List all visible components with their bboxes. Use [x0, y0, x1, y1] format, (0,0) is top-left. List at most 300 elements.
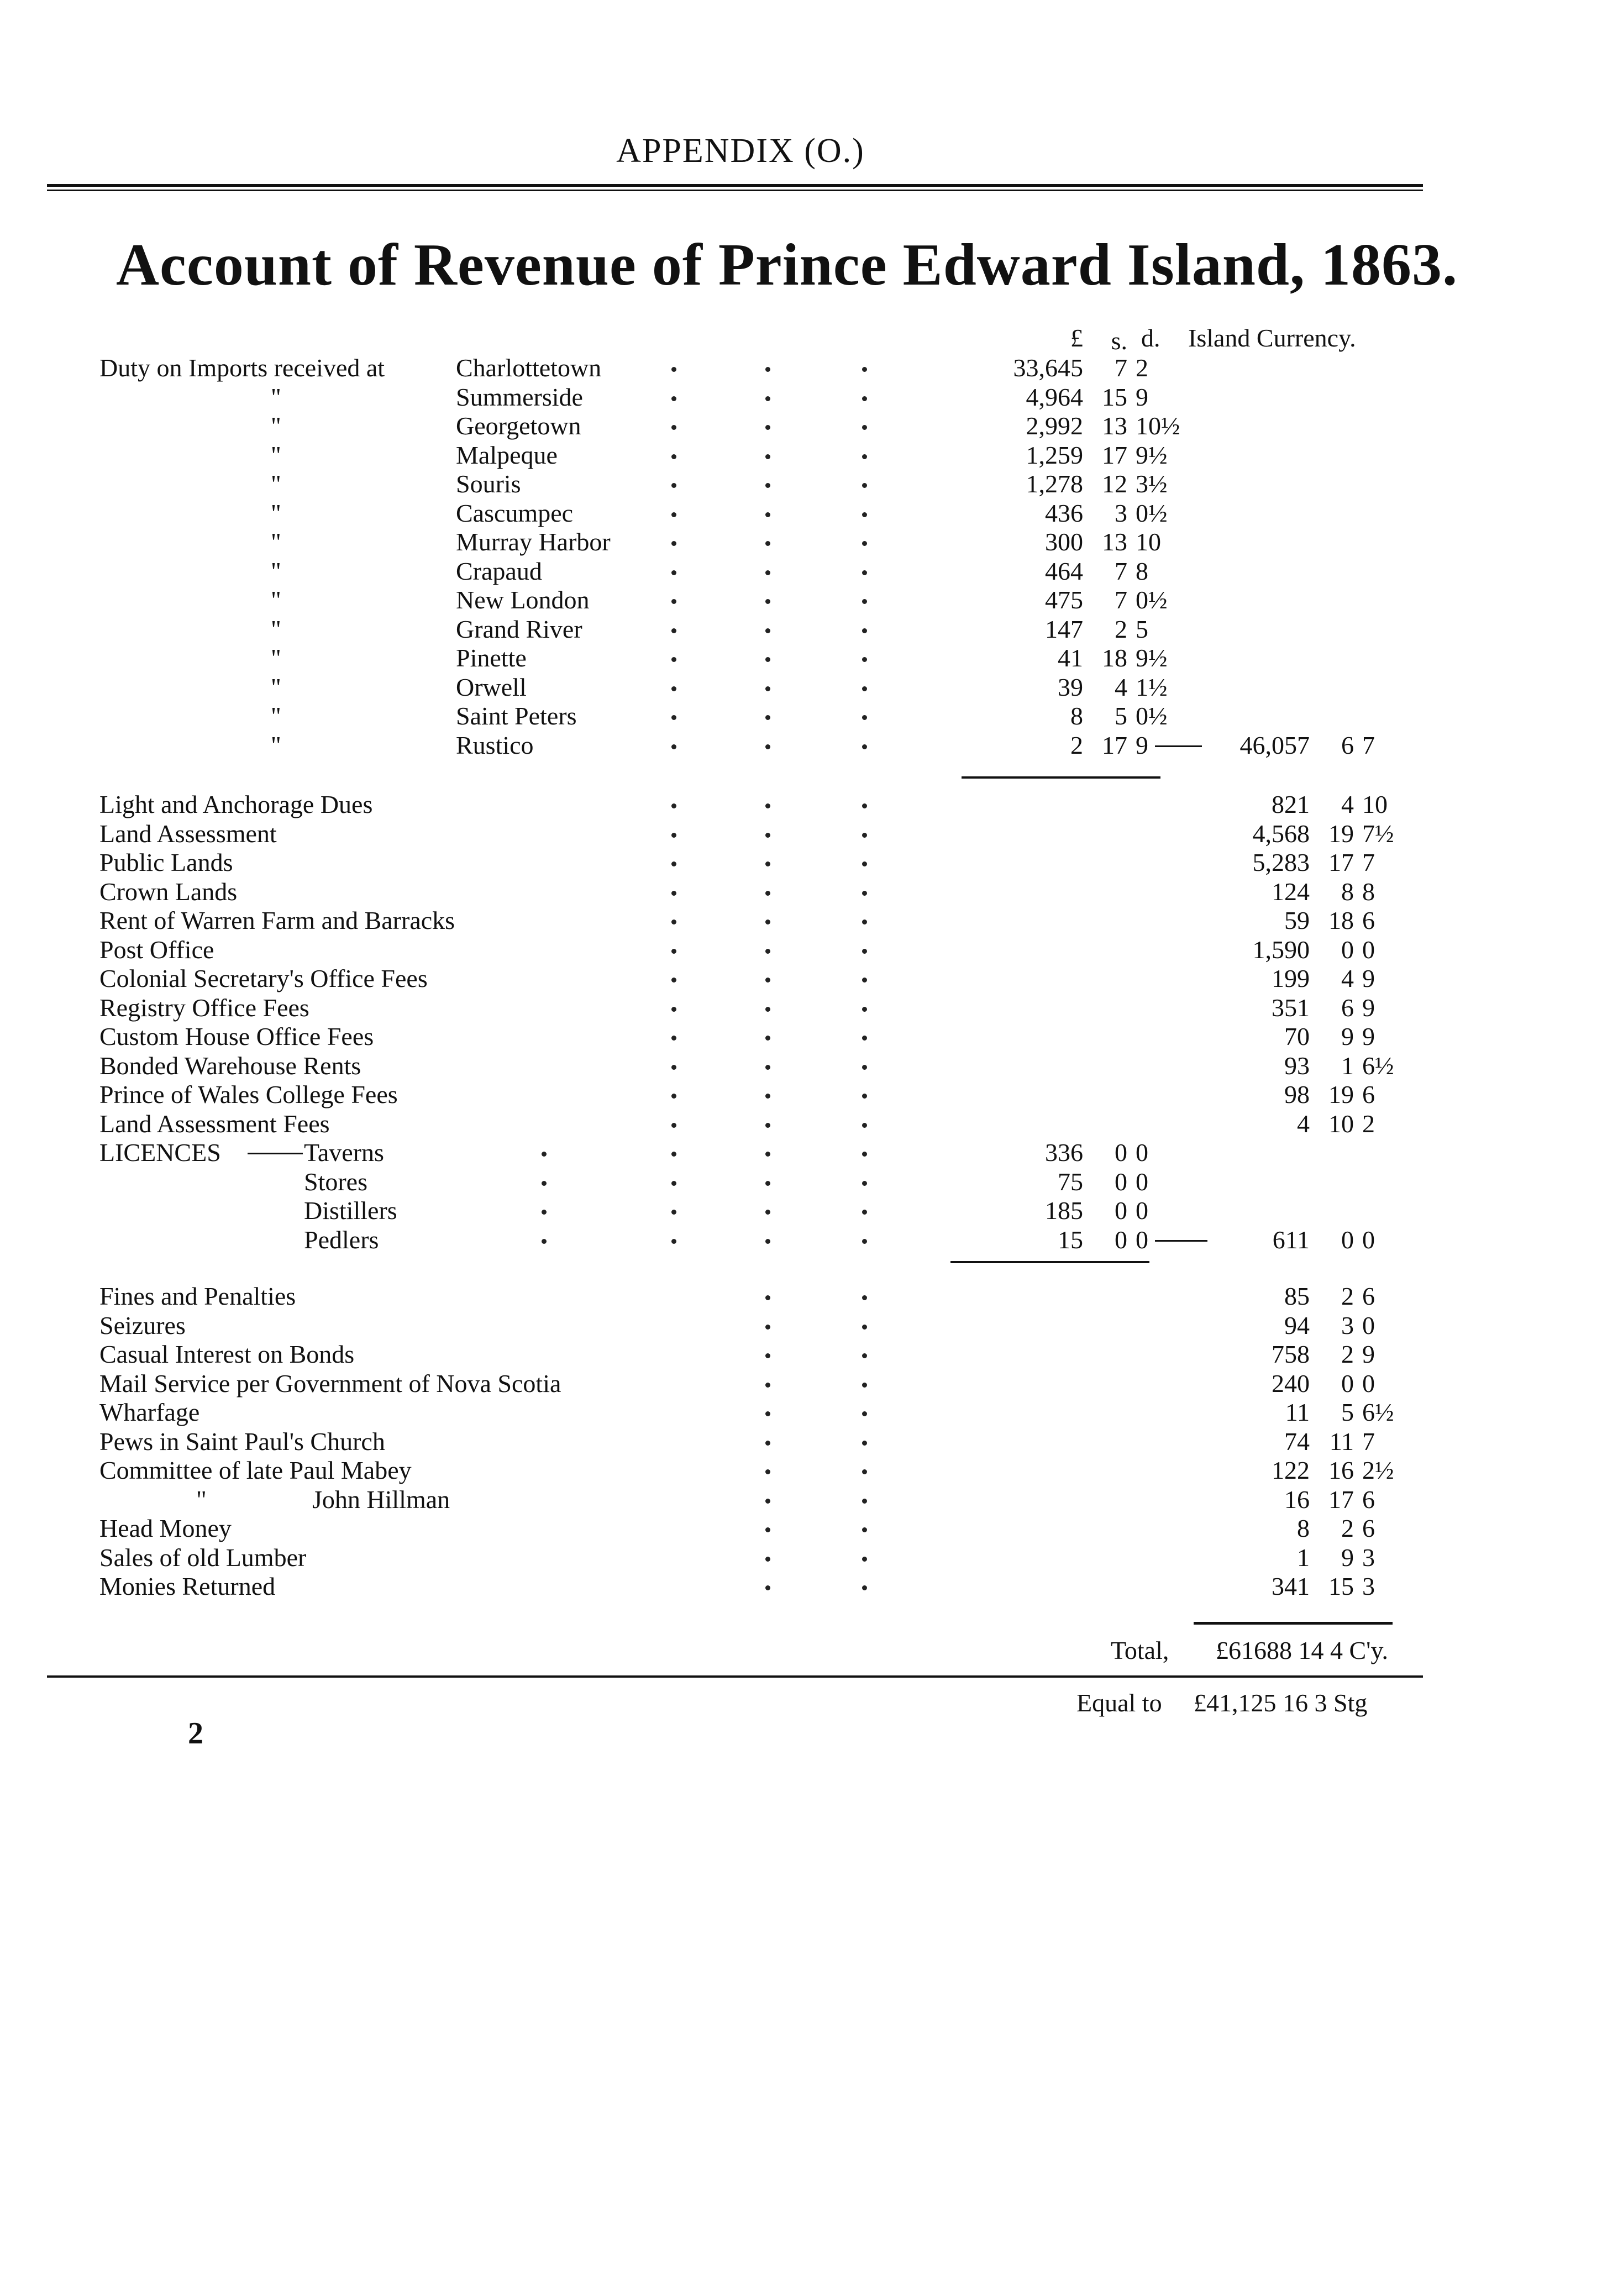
currency-shillings: 9	[1341, 1543, 1354, 1572]
currency-pounds: 11	[1285, 1398, 1310, 1426]
leader-dot	[671, 599, 676, 604]
leader-dot	[765, 1325, 770, 1330]
revenue-label: Colonial Secretary's Office Fees	[99, 964, 428, 992]
currency-shillings: 2	[1341, 1282, 1354, 1310]
leader-dot	[862, 1557, 867, 1562]
revenue-label: Land Assessment Fees	[99, 1109, 330, 1138]
pounds-value: 39	[1058, 672, 1083, 701]
ditto-mark: "	[271, 644, 281, 672]
place-name: Grand River	[456, 614, 582, 643]
leader-dot	[765, 744, 770, 749]
revenue-row	[0, 1052, 1623, 1080]
currency-shillings: 1	[1341, 1051, 1354, 1080]
appendix-heading: APPENDIX (O.)	[616, 132, 865, 170]
import-label: Duty on Imports received at	[99, 354, 385, 382]
currency-pence: 3	[1362, 1543, 1375, 1572]
revenue-row	[0, 1311, 1623, 1340]
revenue-row	[0, 1427, 1623, 1456]
leader-dot	[671, 686, 676, 691]
place-name: New London	[456, 586, 590, 614]
leader-dot	[862, 512, 867, 517]
shillings-value: 15	[1102, 382, 1127, 411]
leader-dot	[862, 570, 867, 575]
currency-pounds: 59	[1284, 906, 1310, 934]
pounds-value: 475	[1045, 586, 1083, 614]
shillings-value: 3	[1115, 498, 1127, 527]
leader-dot	[765, 1585, 770, 1590]
currency-pounds: 74	[1284, 1427, 1310, 1456]
revenue-label: Post Office	[99, 935, 214, 964]
currency-pence: 3	[1362, 1572, 1375, 1600]
leader-dot	[862, 861, 867, 866]
currency-pence: 2	[1362, 1109, 1375, 1138]
currency-pence: 6	[1362, 1485, 1375, 1514]
leader-dot	[862, 1527, 867, 1532]
leader-dot	[765, 367, 770, 372]
leader-dot	[862, 396, 867, 401]
revenue-row	[0, 906, 1623, 935]
document-title: Account of Revenue of Prince Edward Island, 1863.	[116, 232, 1458, 298]
revenue-row	[0, 1485, 1623, 1514]
import-row	[0, 354, 1623, 382]
leader-dot	[671, 891, 676, 896]
import-row	[0, 731, 1623, 760]
leader-dot	[765, 861, 770, 866]
pence-value: 1½	[1136, 672, 1168, 701]
leader-dot	[862, 1239, 867, 1244]
leader-dot	[765, 425, 770, 430]
currency-pounds: 758	[1272, 1340, 1310, 1368]
currency-pence: 9	[1362, 1022, 1375, 1050]
leader-dot	[542, 1210, 547, 1215]
equal-label: Equal to	[1076, 1689, 1162, 1717]
pounds-value: 1,259	[1026, 440, 1083, 469]
currency-pounds: 4,568	[1252, 819, 1310, 848]
leader-dot	[765, 1007, 770, 1012]
shillings-value: 0	[1115, 1196, 1127, 1225]
top-rule-thin	[47, 190, 1423, 191]
currency-pounds: 821	[1272, 790, 1310, 818]
currency-shillings: 4	[1341, 790, 1354, 818]
shillings-value: 0	[1115, 1138, 1127, 1167]
leader-dot	[765, 1469, 770, 1474]
currency-pence: 6	[1362, 906, 1375, 934]
place-name: Cascumpec	[456, 498, 574, 527]
currency-shillings: 2	[1341, 1514, 1354, 1542]
revenue-row	[0, 1022, 1623, 1051]
import-row	[0, 499, 1623, 528]
pence-value: 9	[1136, 731, 1148, 759]
page-number: 2	[188, 1716, 203, 1751]
ditto-mark: "	[271, 556, 281, 585]
pounds-value: 75	[1058, 1167, 1083, 1196]
place-name: Murray Harbor	[456, 528, 611, 556]
bracket-dash	[1155, 1240, 1207, 1242]
leader-dot	[542, 1152, 547, 1157]
revenue-label: Committee of late Paul Mabey	[99, 1456, 412, 1484]
pounds-value: 185	[1045, 1196, 1083, 1225]
revenue-row	[0, 1369, 1623, 1398]
revenue-row	[0, 1110, 1623, 1138]
currency-pounds: 240	[1272, 1369, 1310, 1397]
pounds-value: 41	[1058, 644, 1083, 672]
leader-dot	[765, 1527, 770, 1532]
leader-dot	[862, 978, 867, 983]
revenue-label: Seizures	[99, 1311, 186, 1339]
currency-shillings: 11	[1329, 1427, 1354, 1456]
leader-dot	[671, 541, 676, 546]
leader-dot	[765, 541, 770, 546]
leader-dot	[671, 628, 676, 633]
revenue-row	[0, 1398, 1623, 1427]
leader-dot	[765, 1295, 770, 1300]
leader-dot	[765, 1036, 770, 1041]
pence-value: 9½	[1136, 644, 1168, 672]
leader-dot	[862, 1441, 867, 1446]
currency-shillings: 0	[1341, 1369, 1354, 1397]
currency-shillings: 8	[1341, 877, 1354, 906]
currency-pence: 9	[1362, 964, 1375, 992]
ditto-mark: "	[271, 702, 281, 730]
leader-dot	[862, 1585, 867, 1590]
revenue-row	[0, 790, 1623, 819]
currency-pounds: 124	[1272, 877, 1310, 906]
leader-dot	[671, 1007, 676, 1012]
revenue-row	[0, 1514, 1623, 1543]
leader-dot	[862, 803, 867, 808]
leader-dot	[671, 1210, 676, 1215]
leader-dot	[765, 1441, 770, 1446]
leader-dot	[862, 657, 867, 662]
pence-value: 10	[1136, 528, 1161, 556]
pence-value: 2	[1136, 354, 1148, 382]
leader-dot	[671, 1065, 676, 1070]
leader-dot	[862, 1152, 867, 1157]
revenue-label: Crown Lands	[99, 877, 238, 906]
import-row	[0, 441, 1623, 470]
shillings-value: 5	[1115, 702, 1127, 730]
currency-pence: 6	[1362, 1514, 1375, 1542]
ditto-mark: "	[271, 382, 281, 411]
ditto-mark: "	[271, 672, 281, 701]
pence-value: 0	[1136, 1196, 1148, 1225]
ditto-mark: "	[271, 470, 281, 498]
place-name: Charlottetown	[456, 354, 602, 382]
currency-shillings: 10	[1328, 1109, 1354, 1138]
leader-dot	[862, 715, 867, 720]
import-row	[0, 586, 1623, 614]
leader-dot	[671, 861, 676, 866]
currency-pence: 7	[1362, 848, 1375, 876]
pence-value: 0½	[1136, 498, 1168, 527]
leader-dot	[765, 833, 770, 838]
leader-dot	[862, 891, 867, 896]
leader-dot	[765, 1557, 770, 1562]
leader-dot	[862, 949, 867, 954]
currency-shillings: 16	[1328, 1456, 1354, 1484]
pence-value: 5	[1136, 614, 1148, 643]
leader-dot	[765, 483, 770, 488]
ditto-mark: "	[271, 498, 281, 527]
leader-dot	[671, 949, 676, 954]
shillings-value: 17	[1102, 731, 1127, 759]
revenue-label: Sales of old Lumber	[99, 1543, 307, 1572]
currency-pounds: 8	[1297, 1514, 1310, 1542]
pounds-value: 33,645	[1013, 354, 1083, 382]
leader-dot	[862, 425, 867, 430]
import-row	[0, 412, 1623, 440]
currency-pence: 6½	[1362, 1398, 1394, 1426]
leader-dot	[671, 1181, 676, 1186]
revenue-row	[0, 1543, 1623, 1572]
currency-pounds: 70	[1284, 1022, 1310, 1050]
currency-pence: 7	[1362, 731, 1375, 759]
leader-dot	[862, 1353, 867, 1358]
shillings-value: 13	[1102, 528, 1127, 556]
leader-dot	[765, 978, 770, 983]
leader-dot	[671, 1036, 676, 1041]
currency-pence: 9	[1362, 993, 1375, 1022]
leader-dot	[862, 1411, 867, 1416]
currency-shillings: 5	[1341, 1398, 1354, 1426]
currency-shillings: 17	[1328, 848, 1354, 876]
leader-dot	[862, 1181, 867, 1186]
leader-dot	[765, 715, 770, 720]
leader-dot	[765, 396, 770, 401]
leader-dot	[862, 833, 867, 838]
leader-dot	[765, 1094, 770, 1099]
revenue-label: Registry Office Fees	[99, 993, 309, 1022]
import-row	[0, 383, 1623, 412]
revenue-label: Mail Service per Government of Nova Scotia	[99, 1369, 561, 1397]
shillings-value: 17	[1102, 440, 1127, 469]
import-row	[0, 673, 1623, 702]
leader-dot	[542, 1181, 547, 1186]
leader-dot	[862, 744, 867, 749]
shillings-value: 13	[1102, 412, 1127, 440]
leader-dot	[862, 367, 867, 372]
pence-value: 10½	[1136, 412, 1180, 440]
leader-dot	[542, 1239, 547, 1244]
leader-dot	[765, 512, 770, 517]
licence-type: Taverns	[304, 1138, 384, 1167]
leader-dot	[765, 1210, 770, 1215]
shillings-value: 7	[1115, 354, 1127, 382]
currency-shillings: 17	[1328, 1485, 1354, 1514]
leader-dot	[765, 1353, 770, 1358]
revenue-label: Rent of Warren Farm and Barracks	[99, 906, 455, 934]
currency-pounds: 98	[1284, 1080, 1310, 1108]
place-name: Souris	[456, 470, 521, 498]
currency-shillings: 0	[1341, 935, 1354, 964]
pounds-value: 2,992	[1026, 412, 1083, 440]
leader-dot	[671, 454, 676, 459]
leader-dot	[765, 891, 770, 896]
leader-dot	[671, 367, 676, 372]
leader-dot	[671, 803, 676, 808]
pence-value: 0½	[1136, 702, 1168, 730]
place-name: Orwell	[456, 672, 527, 701]
currency-shillings: 2	[1341, 1340, 1354, 1368]
currency-pence: 0	[1362, 935, 1375, 964]
currency-shillings: 4	[1341, 964, 1354, 992]
currency-pounds: 46,057	[1239, 731, 1310, 759]
bottom-rule	[47, 1675, 1423, 1678]
import-row	[0, 615, 1623, 644]
currency-pounds: 1	[1297, 1543, 1310, 1572]
leader-dot	[671, 715, 676, 720]
currency-pence: 6	[1362, 1080, 1375, 1108]
currency-pounds: 122	[1272, 1456, 1310, 1484]
leader-dot	[862, 1094, 867, 1099]
revenue-row	[0, 1572, 1623, 1601]
ditto-mark: "	[271, 614, 281, 643]
leader-dot	[671, 1123, 676, 1128]
place-name: Georgetown	[456, 412, 581, 440]
currency-pence: 9	[1362, 1340, 1375, 1368]
shillings-value: 18	[1102, 644, 1127, 672]
leader-dot	[765, 949, 770, 954]
shillings-value: 12	[1102, 470, 1127, 498]
pounds-value: 336	[1045, 1138, 1083, 1167]
currency-shillings: 6	[1341, 993, 1354, 1022]
leader-dot	[765, 1065, 770, 1070]
leader-dot	[862, 541, 867, 546]
pence-value: 8	[1136, 556, 1148, 585]
shillings-value: 7	[1115, 586, 1127, 614]
subtotal-rule	[962, 776, 1160, 779]
revenue-label: Head Money	[99, 1514, 232, 1542]
ditto-mark: "	[271, 731, 281, 759]
leader-dot	[671, 570, 676, 575]
import-row	[0, 702, 1623, 731]
leader-dot	[862, 1325, 867, 1330]
leader-dot	[862, 920, 867, 924]
pounds-header: £	[1070, 324, 1083, 352]
currency-pounds: 16	[1284, 1485, 1310, 1514]
currency-shillings: 6	[1341, 731, 1354, 759]
licence-row	[0, 1138, 1623, 1167]
revenue-row	[0, 878, 1623, 906]
currency-header: Island Currency.	[1188, 324, 1356, 352]
leader-dot	[671, 425, 676, 430]
leader-dot	[765, 628, 770, 633]
pence-value: 3½	[1136, 470, 1168, 498]
currency-pounds: 93	[1284, 1051, 1310, 1080]
revenue-row	[0, 1282, 1623, 1311]
leader-dot	[671, 1152, 676, 1157]
pence-value: 0	[1136, 1167, 1148, 1196]
currency-pounds: 1,590	[1252, 935, 1310, 964]
currency-shillings: 0	[1341, 1225, 1354, 1254]
currency-pounds: 611	[1272, 1225, 1310, 1254]
revenue-label: Land Assessment	[99, 819, 277, 848]
leader-dot	[671, 657, 676, 662]
leader-dot	[671, 1094, 676, 1099]
leader-dot	[765, 1383, 770, 1388]
currency-pence: 8	[1362, 877, 1375, 906]
leader-dot	[671, 978, 676, 983]
leader-dot	[671, 920, 676, 924]
shillings-value: 7	[1115, 556, 1127, 585]
shillings-value: 4	[1115, 672, 1127, 701]
licences-dash	[248, 1153, 303, 1154]
leader-dot	[765, 1181, 770, 1186]
total-label: Total,	[1111, 1636, 1169, 1664]
ditto-mark: "	[271, 528, 281, 556]
currency-pounds: 85	[1284, 1282, 1310, 1310]
currency-pence: 0	[1362, 1311, 1375, 1339]
revenue-label: Wharfage	[99, 1398, 200, 1426]
pounds-value: 4,964	[1026, 382, 1083, 411]
shillings-value: 0	[1115, 1167, 1127, 1196]
pence-value: 9	[1136, 382, 1148, 411]
leader-dot	[862, 1007, 867, 1012]
currency-pence: 10	[1362, 790, 1388, 818]
ditto-mark: "	[271, 412, 281, 440]
place-name: Pinette	[456, 644, 527, 672]
currency-pence: 0	[1362, 1369, 1375, 1397]
leader-dot	[765, 1239, 770, 1244]
shillings-header: s.	[1111, 327, 1127, 355]
place-name: Rustico	[456, 731, 534, 759]
currency-pounds: 5,283	[1252, 848, 1310, 876]
pounds-value: 464	[1045, 556, 1083, 585]
revenue-label: Prince of Wales College Fees	[99, 1080, 398, 1108]
currency-shillings: 15	[1328, 1572, 1354, 1600]
revenue-row	[0, 819, 1623, 848]
subtotal-rule	[950, 1261, 1149, 1263]
leader-dot	[862, 1469, 867, 1474]
pounds-value: 1,278	[1026, 470, 1083, 498]
leader-dot	[765, 1123, 770, 1128]
shillings-value: 0	[1115, 1225, 1127, 1254]
currency-pounds: 4	[1297, 1109, 1310, 1138]
import-row	[0, 470, 1623, 498]
leader-dot	[765, 1152, 770, 1157]
ditto-mark: "	[196, 1485, 207, 1514]
currency-pence: 0	[1362, 1225, 1375, 1254]
revenue-row	[0, 964, 1623, 993]
leader-dot	[671, 1239, 676, 1244]
leader-dot	[862, 686, 867, 691]
pounds-value: 8	[1070, 702, 1083, 730]
revenue-row	[0, 848, 1623, 877]
licence-type: Distillers	[304, 1196, 397, 1225]
leader-dot	[862, 1036, 867, 1041]
licence-row	[0, 1168, 1623, 1196]
leader-dot	[671, 396, 676, 401]
revenue-row	[0, 936, 1623, 964]
currency-shillings: 3	[1341, 1311, 1354, 1339]
leader-dot	[862, 1065, 867, 1070]
leader-dot	[862, 599, 867, 604]
licence-row	[0, 1196, 1623, 1225]
leader-dot	[862, 1210, 867, 1215]
pounds-value: 15	[1058, 1225, 1083, 1254]
revenue-row	[0, 1080, 1623, 1109]
import-row	[0, 644, 1623, 672]
leader-dot	[765, 570, 770, 575]
revenue-row	[0, 1340, 1623, 1369]
leader-dot	[671, 483, 676, 488]
leader-dot	[765, 657, 770, 662]
pounds-value: 147	[1045, 614, 1083, 643]
pence-value: 0	[1136, 1138, 1148, 1167]
revenue-label: Custom House Office Fees	[99, 1022, 374, 1050]
leader-dot	[862, 483, 867, 488]
total-value: £61688 14 4 C'y.	[1216, 1636, 1388, 1664]
